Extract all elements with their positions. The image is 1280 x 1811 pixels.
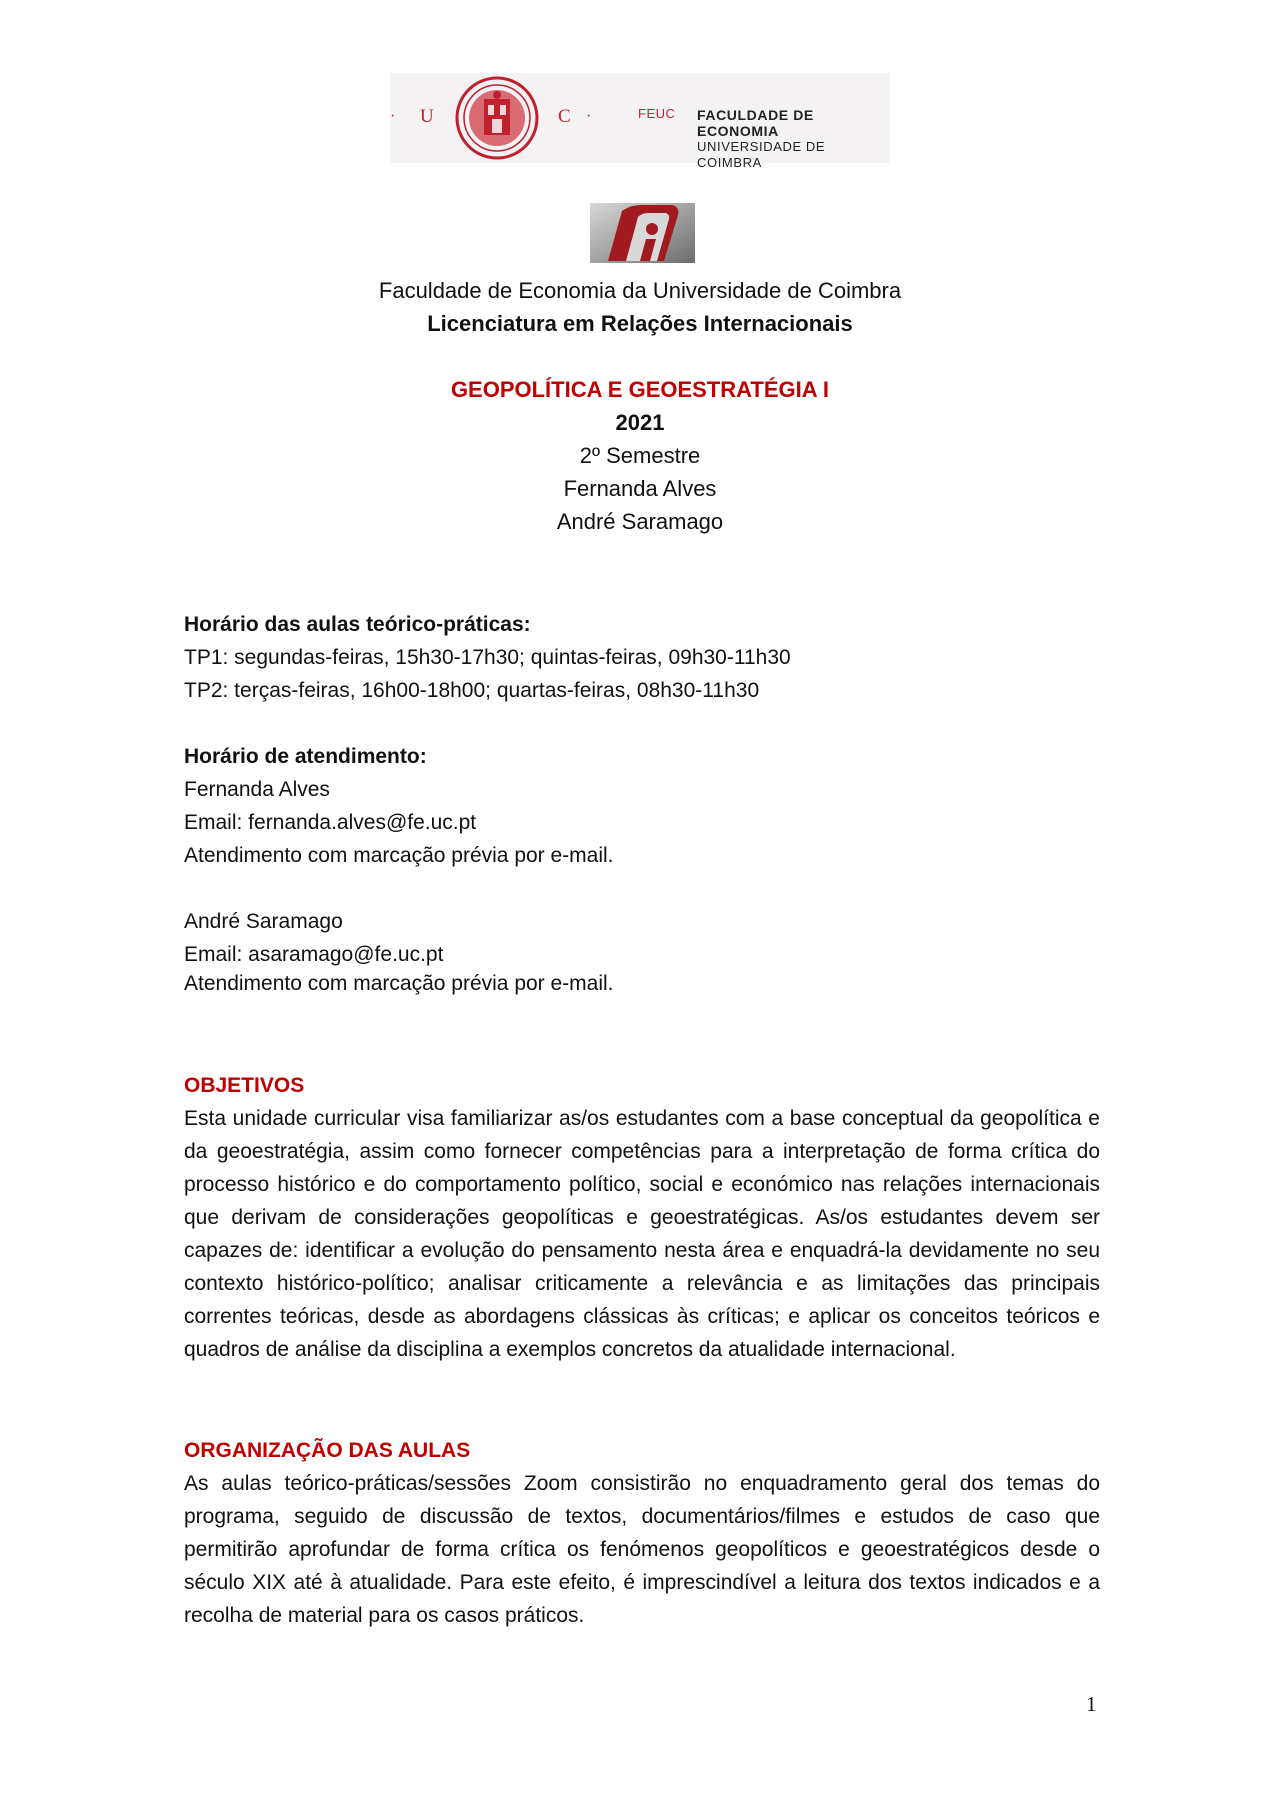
degree-name: Licenciatura em Relações Internacionais	[427, 311, 853, 336]
schedule-heading: Horário das aulas teórico-práticas:	[184, 613, 531, 636]
schedule-section	[184, 608, 1100, 707]
uc-dot: ·	[586, 108, 592, 125]
uc-feuc-logo	[390, 73, 890, 170]
objetivos-text: Esta unidade curricular visa familiarizar as/os estudantes com a base conceptual da geopolítica e da geoestratégia, assim como fornecer competências para a interpretação de forma crítica do processo histórico e do comportamento político, social e económico nas relações internacionais que derivam de considerações geopolíticas e geoestratégicas. As/os estudantes devem ser capazes de: identificar a evolução do pensamento nesta área e enquadrá-la devidamente no seu contexto histórico-político; analisar criticamente a relevância e as limitações das principais correntes teóricas, desde as abordagens clássicas às críticas; e aplicar os conceitos teóricos e quadros de análise da disciplina a exemplos concretos da atualidade internacional.	[184, 1107, 1100, 1361]
teacher-2: André Saramago	[556, 509, 724, 534]
course-year: 2021	[615, 410, 665, 435]
course-block	[0, 373, 1280, 538]
uc-letter-c: C	[558, 106, 572, 127]
course-semester: 2º Semestre	[579, 443, 701, 468]
feuc-tag: FEUC	[638, 106, 676, 121]
page-number: 1	[1086, 1692, 1097, 1716]
feuc-name-line1: FACULDADE DE ECONOMIA	[697, 107, 814, 139]
office-hours-heading: Horário de atendimento:	[184, 745, 427, 768]
contact-note-2: Atendimento com marcação prévia por e-mail.	[184, 972, 614, 995]
contact-name-1: Fernanda Alves	[184, 778, 330, 801]
contact-name-2: André Saramago	[184, 910, 343, 933]
uc-letter-u: U	[420, 106, 435, 127]
feuc-name-line2: UNIVERSIDADE DE COIMBRA	[697, 139, 826, 170]
faculty-name: Faculdade de Economia da Universidade de Coimbra	[378, 278, 902, 303]
university-seal-icon	[454, 75, 540, 161]
schedule-tp1: TP1: segundas-feiras, 15h30-17h30; quintas-feiras, 09h30-11h30	[184, 646, 791, 669]
objetivos-section	[184, 1069, 1100, 1366]
organizacao-heading: ORGANIZAÇÃO DAS AULAS	[184, 1439, 471, 1462]
course-title: GEOPOLÍTICA E GEOESTRATÉGIA I	[450, 377, 830, 402]
organizacao-section	[184, 1434, 1100, 1632]
contact-email-1[interactable]: Email: fernanda.alves@fe.uc.pt	[184, 811, 477, 834]
contact-block-2	[184, 905, 1100, 1000]
teacher-1: Fernanda Alves	[563, 476, 717, 501]
office-hours-section	[184, 740, 1100, 872]
uc-dot: ·	[390, 108, 396, 125]
objetivos-heading: OBJETIVOS	[184, 1074, 305, 1097]
organizacao-text: As aulas teórico-práticas/sessões Zoom consistirão no enquadramento geral dos temas do programa, seguido de discussão de textos, documentários/filmes e estudos de caso que permitirão aprofundar de forma crítica os fenómenos geopolíticos e geoestratégicos desde o século XIX até à atualidade. Para este efeito, é imprescindível a leitura dos textos indicados e a recolha de material para os casos práticos.	[184, 1472, 1100, 1627]
schedule-tp2: TP2: terças-feiras, 16h00-18h00; quartas-feiras, 08h30-11h30	[184, 679, 760, 702]
title-block	[0, 274, 1280, 340]
feuc-name	[697, 107, 890, 171]
ri-logo-icon	[590, 203, 695, 263]
contact-note-1: Atendimento com marcação prévia por e-mail.	[184, 844, 614, 867]
contact-email-2[interactable]: Email: asaramago@fe.uc.pt	[184, 943, 444, 966]
